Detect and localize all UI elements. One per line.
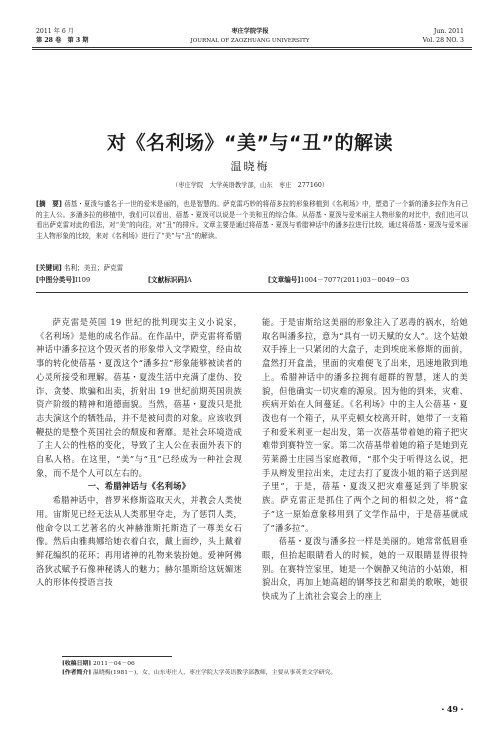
body-right-column <box>262 316 468 604</box>
doc-code-value: A <box>187 276 192 284</box>
page-number: ・49・ <box>438 704 466 714</box>
doc-code-label: [文献标识码] <box>148 276 187 284</box>
abstract <box>36 199 468 241</box>
header-volume: 第 28 卷 第 3 期 <box>36 37 89 44</box>
keywords <box>36 263 468 274</box>
body-paragraph: 蓓基・夏泼与潘多拉一样是美丽的。她常常低眉垂眼，但抬起眼睛看人的时候，她的一双眼睛显得很特别。在赛特笠家里，她是一个娴静又纯洁的小姑娘，相貌出众，再加上她高超的钢琴技艺和甜美的歌喉，她很快成为了上流社会宴会上的座上 <box>262 536 468 602</box>
footnote-author <box>62 668 462 678</box>
classification <box>36 275 90 286</box>
header-rule-2 <box>32 49 472 50</box>
article-title: 对《名利场》“美”与“丑”的解读 <box>107 132 393 154</box>
meta-rule <box>36 292 468 293</box>
classification-line <box>36 275 468 286</box>
abstract-text: 蓓基・夏泼与盛名于一世的爱米是丽的，也是智慧的。萨克雷巧妙的将蓓多拉的形象移植到《名利场》中，塑造了一个新的潘多拉作为自己的主人公。多潘多拉的移植中，我们可以看出，蓓基・夏泼可以说是一个美和丑的综合体。从蓓基・夏泼与爱米丽主人物形象的对比中，我们也可以看出萨克雷对此的看法，对“美”的向往，对“丑”的排斥。文章主要是通过将蓓基・夏泼与希腊神话中的潘多拉进行比较，通过将蓓基・夏泼与爱米丽主人物形象的比较，来对《名利场》进行了“美”与“丑”的解读。 <box>36 200 468 240</box>
header-rule <box>32 47 472 48</box>
classification-value: I109 <box>75 276 91 284</box>
keywords-text: 名利；美丑；萨克雷 <box>63 264 124 272</box>
article-affiliation: （枣庄学院 大学英语教学部，山东 枣庄 277160） <box>171 182 329 189</box>
doc-code <box>148 275 192 286</box>
article-number-value: 1004－7077(2011)03－0049－03 <box>300 276 410 284</box>
keywords-label: [关键词] <box>36 264 62 272</box>
header-date: 2011 年 6 月 <box>36 28 74 35</box>
header-journal-en: JOURNAL OF ZAOZHUANG UNIVERSITY <box>190 38 310 44</box>
classification-label: [中图分类号] <box>36 276 75 284</box>
header-date-en: Jun. 2011 <box>433 28 464 35</box>
author-info: 温晓梅(1981－)，女，山东枣庄人，枣庄学院大学英语教学部教师，主要从事英美文学研究。 <box>93 670 337 676</box>
article-number-label: [文章编号] <box>268 276 301 284</box>
body-paragraph: 希腊神话中，普罗米修斯盗取天火，并教会人类使用。宙斯见已经无法从人类那里夺走，为了惩罚人类，他命令以工艺著名的火神赫淮斯托斯造了一尊美女石像。然后由雅典娜给她衣着白衣，戴上面纱，头上戴着鲜花编织的花环；再用诸神的礼物来装扮她。爱神阿佛洛狄忒赋予石像神秘诱人的魅力；赫尔墨斯给这妩媚迷人的形体传授语言技 <box>36 495 242 588</box>
article-number <box>268 275 409 286</box>
received-date: 2011－04－06 <box>93 661 135 667</box>
body-paragraph: 能。于是宙斯给这美丽的形象注入了恶毒的祸水，给她取名叫潘多拉，意为“具有一切天赋的女人”。这个姑娘双手捧上一只紧闭的大盒子，走到埃庇米修斯的面前，盒然打开盒盖，里面的灾难便飞了出来，迅速地散到地上。希腊神话中的潘多拉拥有超群的智慧，迷人的美貌，但他确实一切灾难的源泉。因为他的到来，灾难、疾病开始在人间蔓延。《名利场》中的主人公蓓基・夏泼也有一个箱子，从平克顿女校离开时，她带了一支箱子和爱米利亚一起出发，第一次蓓基带着她的箱子把灾难带到赛特笠一家。第二次蓓基带着她的箱子是她到克劳莱爵士庄园当家庭教师，“那个尖于听得这么说，把手从辫发里拉出来，走过去打了夏泼小姐的箱子送到屋子里”，于是，蓓基・夏泼又把灾难蔓延到了毕脱家族。萨克雷正是抓住了两个之间的相似之处，将“盒子”这一原始意象移用到了文学作品中，于是蓓基就成了“潘多拉”。 <box>262 317 468 533</box>
header-volume-en: Vol. 28 NO. 3 <box>422 37 464 44</box>
article-author: 温晓梅 <box>230 160 270 173</box>
author-info-label: [作者简介] <box>62 669 92 676</box>
header-journal-cn: 枣庄学院学报 <box>231 28 269 35</box>
abstract-label: [摘 要] <box>36 200 62 208</box>
footnote-rule <box>62 656 172 657</box>
section-heading: 一、希腊神话与《名利场》 <box>87 481 191 492</box>
body-paragraph: 萨克雷是英国 19 世纪的批判现实主义小说家，《名利场》是他的成名作品。在作品中，萨克雷将希腊神话中潘多拉这个毁灭者的形象带入文学殿堂，经由故事的转化使蓓基・夏泼这个“潘多拉”形象能够被读者的心灵所接受和理解。蓓基・夏泼生活中充满了虚伪、狡诈、贪婪、欺骗和出卖，折射出 19 世纪前期英国贵族资产阶级的精神和道德面貌。当然，蓓基・夏泼只是批志夫演这个的牺牲品，并不是被问责的对象。应该收到鞭挞的是整个英国社会的颓废和奢靡。是社会环境造成了主人公的性格的变化，导致了主人公在表面外表下的自私人格。在这里，“美”与“丑”已经成为一种社会现象，而不是个人可以左右的。 <box>36 317 242 478</box>
body-left-column <box>36 316 242 590</box>
received-label: [收稿日期] <box>62 660 92 667</box>
